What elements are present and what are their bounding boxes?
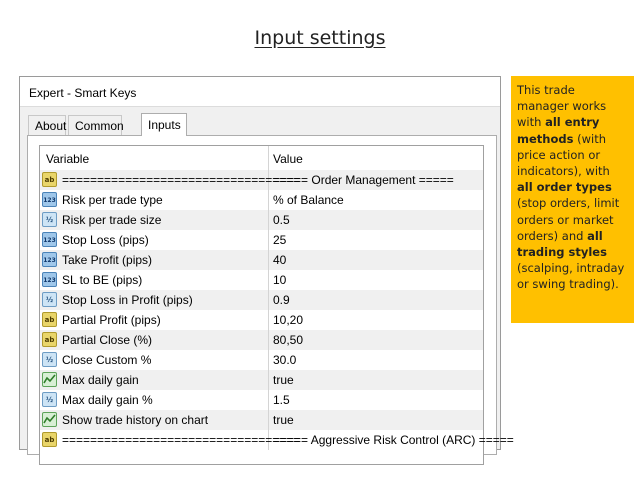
variable-cell xyxy=(40,390,269,410)
table-row[interactable] xyxy=(40,390,483,410)
value-cell[interactable] xyxy=(269,410,485,430)
value-text: 25 xyxy=(273,233,287,247)
dialog-title: Expert - Smart Keys xyxy=(20,77,500,107)
value-text: % of Balance xyxy=(273,193,344,207)
value-cell[interactable] xyxy=(269,290,485,310)
value-text: 40 xyxy=(273,253,287,267)
tab-common[interactable]: Common xyxy=(68,115,122,135)
table-row[interactable] xyxy=(40,410,483,430)
variable-cell xyxy=(40,250,269,270)
variable-cell xyxy=(40,350,269,370)
note-text-1: This trade manager works with xyxy=(517,83,607,130)
123-integer-icon: 123 xyxy=(42,192,57,207)
value-cell[interactable] xyxy=(269,250,485,270)
variable-name: Stop Loss (pips) xyxy=(62,233,149,247)
value-cell[interactable] xyxy=(269,310,485,330)
value-cell[interactable] xyxy=(269,330,485,350)
123-integer-icon: 123 xyxy=(42,272,57,287)
fraction-double-icon: ½ xyxy=(42,392,57,407)
variable-name: Risk per trade size xyxy=(62,213,162,227)
value-cell[interactable] xyxy=(269,390,485,410)
variable-cell xyxy=(40,310,269,330)
fraction-double-icon: ½ xyxy=(42,212,57,227)
variable-name: SL to BE (pips) xyxy=(62,273,143,287)
table-row[interactable] xyxy=(40,250,483,270)
table-row[interactable] xyxy=(40,370,483,390)
note-text-4: (scalping, intraday or swing trading). xyxy=(517,261,625,292)
ab-string-icon: ab xyxy=(42,172,57,187)
value-cell[interactable] xyxy=(269,230,485,250)
variable-name: Max daily gain % xyxy=(62,393,153,407)
table-row[interactable] xyxy=(40,350,483,370)
table-row[interactable] xyxy=(40,310,483,330)
variable-name: Stop Loss in Profit (pips) xyxy=(62,293,193,307)
column-header-value[interactable]: Value xyxy=(273,152,303,166)
variable-name: Partial Close (%) xyxy=(62,333,153,347)
note-text-2: (with price action or indicators), with xyxy=(517,131,610,179)
table-row[interactable] xyxy=(40,230,483,250)
123-integer-icon: 123 xyxy=(42,232,57,247)
variable-cell xyxy=(40,210,269,230)
value-cell[interactable] xyxy=(269,430,514,450)
table-row[interactable] xyxy=(40,210,483,230)
inputs-table xyxy=(39,145,514,465)
value-cell[interactable] xyxy=(269,370,485,390)
value-cell[interactable] xyxy=(269,270,485,290)
variable-name: Take Profit (pips) xyxy=(62,253,153,267)
fraction-double-icon: ½ xyxy=(42,292,57,307)
value-cell[interactable] xyxy=(269,210,485,230)
info-note xyxy=(511,76,634,323)
variable-cell xyxy=(40,370,269,390)
bool-chart-icon xyxy=(42,412,57,427)
bool-chart-icon xyxy=(42,372,57,387)
value-text: 0.9 xyxy=(273,293,290,307)
ab-string-icon: ab xyxy=(42,432,57,447)
variable-name: ================================== xyxy=(62,433,301,447)
note-text-3: (stop orders, limit orders or market orders) and xyxy=(517,196,620,243)
inputs-panel xyxy=(27,135,514,455)
page-title: Input settings xyxy=(254,27,386,49)
note-bold-3: all trading styles xyxy=(517,228,607,260)
table-header xyxy=(40,146,483,170)
note-bold-2: all order types xyxy=(517,180,612,195)
table-row[interactable] xyxy=(40,330,483,350)
variable-cell xyxy=(40,430,301,450)
value-text: 10 xyxy=(273,273,287,287)
ab-string-icon: ab xyxy=(42,332,57,347)
value-cell[interactable] xyxy=(269,350,485,370)
123-integer-icon: 123 xyxy=(42,252,57,267)
table-row[interactable] xyxy=(40,430,514,450)
tab-about[interactable]: About xyxy=(28,115,66,135)
variable-name: Close Custom % xyxy=(62,353,152,367)
value-text: ===== Order Management ===== xyxy=(273,173,454,187)
note-bold-1: all entry methods xyxy=(517,115,600,146)
variable-name: Max daily gain xyxy=(62,373,139,387)
value-text: 0.5 xyxy=(273,213,290,227)
variable-cell xyxy=(40,410,269,430)
variable-cell xyxy=(40,170,301,190)
variable-cell xyxy=(40,330,269,350)
fraction-double-icon: ½ xyxy=(42,352,57,367)
value-text: true xyxy=(273,413,294,427)
expert-properties-dialog xyxy=(19,76,514,450)
table-row[interactable] xyxy=(40,290,483,310)
table-row[interactable] xyxy=(40,190,483,210)
variable-name: Show trade history on chart xyxy=(62,413,209,427)
value-text: true xyxy=(273,373,294,387)
table-row[interactable] xyxy=(40,170,483,190)
variable-cell xyxy=(40,190,269,210)
value-cell[interactable] xyxy=(269,170,485,190)
value-text: 80,50 xyxy=(273,333,304,347)
variable-name: ================================== xyxy=(62,173,301,187)
value-cell[interactable] xyxy=(269,190,485,210)
variable-cell xyxy=(40,230,269,250)
ab-string-icon: ab xyxy=(42,312,57,327)
table-body xyxy=(40,170,514,450)
tab-inputs[interactable]: Inputs xyxy=(141,113,187,136)
variable-name: Partial Profit (pips) xyxy=(62,313,161,327)
value-text: ===== Aggressive Risk Control (ARC) ===== xyxy=(273,433,514,447)
value-text: 10,20 xyxy=(273,313,304,327)
value-text: 1.5 xyxy=(273,393,290,407)
column-header-variable[interactable]: Variable xyxy=(40,146,269,170)
variable-cell xyxy=(40,290,269,310)
table-row[interactable] xyxy=(40,270,483,290)
variable-name: Risk per trade type xyxy=(62,193,163,207)
variable-cell xyxy=(40,270,269,290)
value-text: 30.0 xyxy=(273,353,297,367)
